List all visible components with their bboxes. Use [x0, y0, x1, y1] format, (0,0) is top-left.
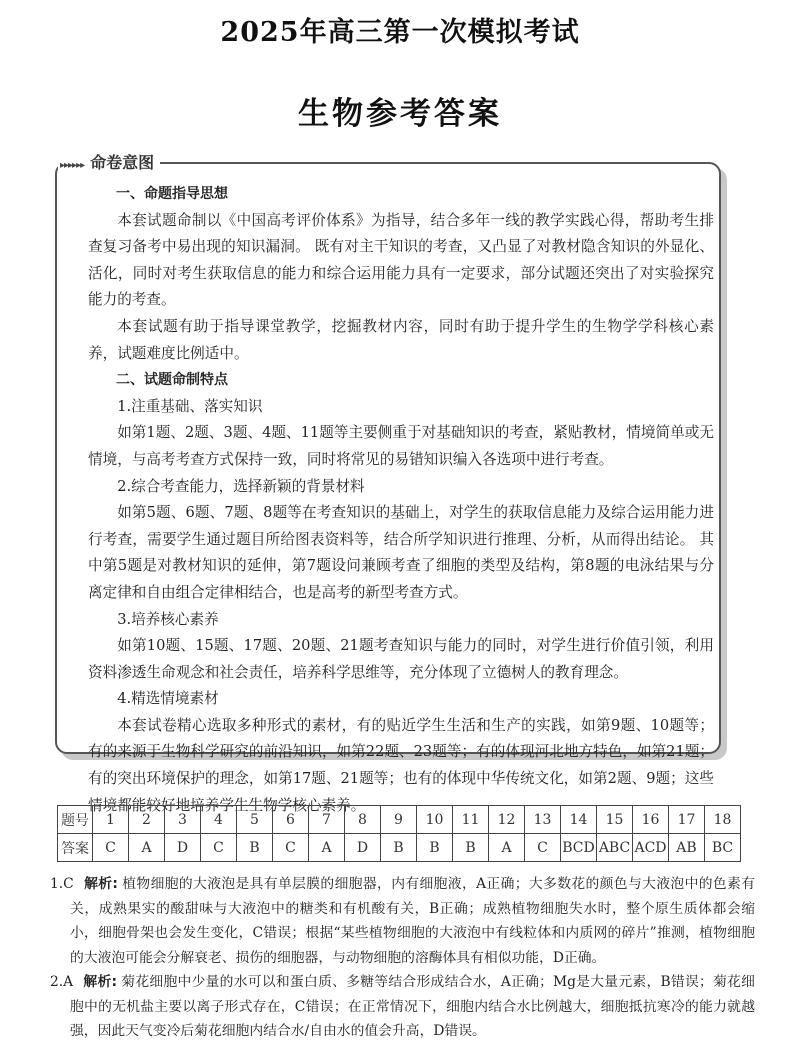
question-number-cell: 12: [489, 806, 525, 834]
question-number-cell: 3: [165, 806, 201, 834]
question-number-cell: 11: [453, 806, 489, 834]
answer-cell: C: [93, 834, 129, 862]
body-paragraph: 本套试题有助于指导课堂教学，挖掘教材内容，同时有助于提升学生的生物学学科核心素养，试题难度比例适中。: [88, 317, 714, 362]
explanation-item: [50, 970, 755, 1044]
answer-cell: D: [345, 834, 381, 862]
question-number-cell: 7: [309, 806, 345, 834]
question-number-cell: 14: [561, 806, 597, 834]
answer-cell: A: [489, 834, 525, 862]
arrow-decoration-icon: ▸▸▸▸▸▸: [60, 160, 85, 171]
answer-cell: BCD: [561, 834, 597, 862]
explanations: [50, 872, 755, 1044]
intent-heading-text: 命卷意图: [90, 153, 155, 172]
subsection-heading: 2.综合考查能力，选择新颖的背景材料: [117, 477, 365, 495]
intent-box-body: [88, 181, 714, 819]
question-number-cell: 8: [345, 806, 381, 834]
answer-cell: C: [201, 834, 237, 862]
body-paragraph: 本套试题命制以《中国高考评价体系》为指导，结合多年一线的教学实践心得，帮助考生排查复习备考中易出现的知识漏洞。 既有对主干知识的考查，又凸显了对教材隐含知识的外显化、活化，同时对考生获取信息的能力和综合运用能力具有一定要求，部分试题还突出了对实验探究能力的考查。: [88, 211, 714, 309]
question-number-cell: 18: [705, 806, 741, 834]
explanation-text: 植物细胞的大液泡是具有单层膜的细胞器，内有细胞液，A正确；大多数花的颜色与大液泡中的色素有关，成熟果实的酸甜味与大液泡中的糖类和有机酸有关，B正确；成熟植物细胞失水时，整个原生质体都会缩小，细胞骨架也会发生变化，C错误；根据“某些植物细胞的大液泡中有线粒体和内质网的碎片”推测，植物细胞的大液泡可能会分解衰老、损伤的细胞器，与动物细胞的溶酶体具有相似功能，D正确。: [70, 876, 755, 966]
answer-cell: A: [129, 834, 165, 862]
section-heading: 一、命题指导思想: [116, 186, 228, 202]
document-subtitle: 生物参考答案: [298, 96, 502, 132]
row-label: 答案: [58, 834, 93, 862]
answer-cell: C: [273, 834, 309, 862]
question-number-cell: 16: [633, 806, 669, 834]
answer-table: [57, 805, 741, 862]
answer-cell: B: [417, 834, 453, 862]
row-label: 题号: [58, 806, 93, 834]
answer-cell: D: [165, 834, 201, 862]
answer-cell: B: [453, 834, 489, 862]
answer-cell: A: [309, 834, 345, 862]
question-number-cell: 5: [237, 806, 273, 834]
question-answer: 1.C: [50, 876, 74, 892]
explanation-label: 解析:: [83, 974, 118, 990]
answer-cell: B: [237, 834, 273, 862]
body-paragraph: 如第10题、15题、17题、20题、21题考查知识与能力的同时，对学生进行价值引领，利用资料渗透生命观念和社会责任，培养科学思维等，充分体现了立德树人的教育理念。: [88, 637, 714, 681]
explanation-item: [50, 872, 755, 970]
question-number-cell: 1: [93, 806, 129, 834]
question-number-cell: 4: [201, 806, 237, 834]
question-number-cell: 9: [381, 806, 417, 834]
question-number-cell: 6: [273, 806, 309, 834]
answer-cell: ACD: [633, 834, 669, 862]
subsection-heading: 4.精选情境素材: [117, 690, 219, 708]
explanation-label: 解析:: [83, 876, 118, 892]
body-paragraph: 本套试卷精心选取多种形式的素材，有的贴近学生生活和生产的实践，如第9题、10题等；有的来源于生物科学研究的前沿知识，如第22题、23题等；有的体现河北地方特色，如第21题；有的突出环境保护的理念，如第17题、21题等；也有的体现中华传统文化，如第2题、9题；这些情境都能较好地培养学生生物学核心素养。: [88, 716, 714, 814]
exam-title: 2025年高三第一次模拟考试: [220, 17, 580, 48]
question-number-cell: 2: [129, 806, 165, 834]
question-answer: 2.A: [50, 974, 74, 990]
answer-cell: ABC: [597, 834, 633, 862]
explanation-text: 菊花细胞中少量的水可以和蛋白质、多糖等结合形成结合水，A正确；Mg是大量元素，B错误；菊花细胞中的无机盐主要以离子形式存在，C错误；在正常情况下，细胞内结合水比例越大，细胞抵抗寒冷的能力就越强，因此天气变冷后菊花细胞内结合水/自由水的值会升高，D错误。: [70, 974, 755, 1039]
body-paragraph: 如第5题、6题、7题、8题等在考查知识的基础上，对学生的获取信息能力及综合运用能力进行考查，需要学生通过题目所给图表资料等，结合所学知识进行推理、分析，从而得出结论。 其中第5题是对教材知识的延伸，第7题设问兼顾考查了细胞的类型及结构，第8题的电泳结果与分离定律和自由组合定律相结合，也是高考的新型考查方式。: [88, 504, 714, 601]
answer-row: [58, 834, 741, 862]
question-number-cell: 10: [417, 806, 453, 834]
question-number-cell: 13: [525, 806, 561, 834]
question-number-cell: 15: [597, 806, 633, 834]
question-number-cell: 17: [669, 806, 705, 834]
intent-box-heading: [58, 150, 160, 173]
answer-cell: AB: [669, 834, 705, 862]
answer-cell: BC: [705, 834, 741, 862]
subsection-heading: 1.注重基础、落实知识: [117, 397, 263, 415]
subsection-heading: 3.培养核心素养: [117, 610, 219, 628]
body-paragraph: 如第1题、2题、3题、4题、11题等主要侧重于对基础知识的考查，紧贴教材，情境简单或无情境，与高考考查方式保持一致，同时将常见的易错知识编入各选项中进行考查。: [88, 424, 714, 468]
answer-cell: C: [525, 834, 561, 862]
answer-cell: B: [381, 834, 417, 862]
section-heading: 二、试题命制特点: [116, 372, 228, 389]
question-number-row: [58, 806, 741, 834]
